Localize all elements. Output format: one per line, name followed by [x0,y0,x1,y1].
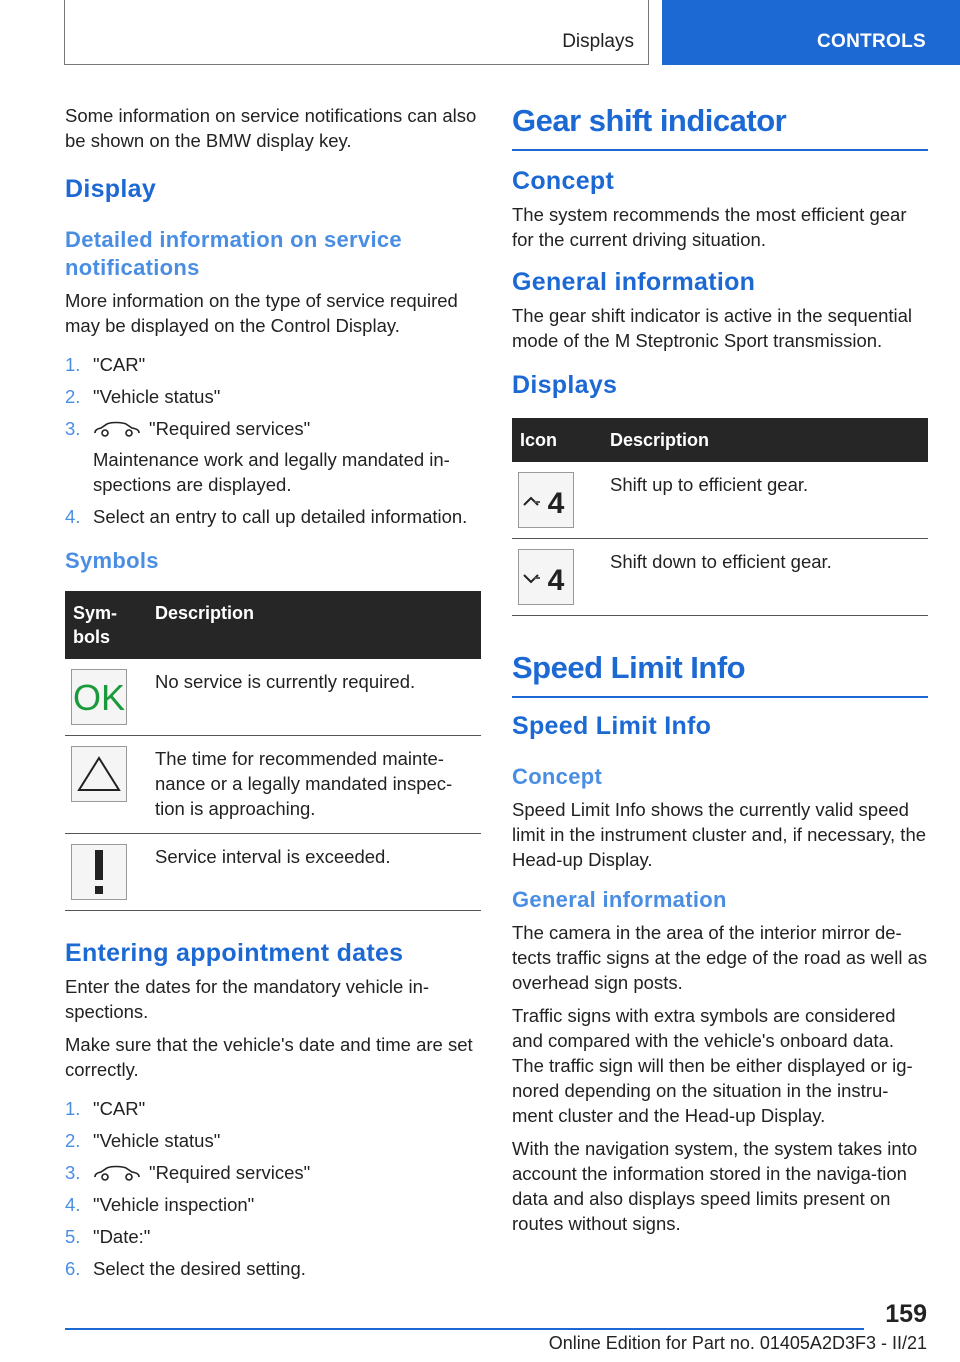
list-item: 2. "Vehicle status" [65,1130,221,1151]
header-section-box [64,0,649,65]
display-heading: Display [65,175,157,203]
table-row: Service interval is exceeded. [65,834,481,911]
detail-paragraph: More information on the type of service required may be displayed on the Control Display. [65,290,458,336]
list-item: 1. "CAR" [65,1098,146,1119]
table-row: 4 Shift down to efficient gear. [512,539,928,616]
symbols-table [65,591,481,911]
speed-limit-subheading: Speed Limit Info [512,712,712,740]
table-header-description: Description [602,418,928,462]
edition-note: Online Edition for Part no. 01405A2D3F3 - II/21 [548,1333,927,1353]
table-header-description: Description [147,591,481,659]
appointment-paragraph-2: Make sure that the vehicle's date and time are set correctly. [65,1034,473,1080]
list-item: 2. "Vehicle status" [65,386,221,407]
list-item: 4. "Vehicle inspection" [65,1194,255,1215]
general-info-heading: General information [512,268,756,296]
page-number: 159 [885,1300,927,1328]
gear-icon-table [512,418,928,616]
left-column [65,103,481,1289]
shift-down-4-icon [518,549,574,605]
list-item: 1. "CAR" [65,354,146,375]
appointment-paragraph-1: Enter the dates for the mandatory vehicle in-spections. [65,976,430,1022]
speed-general-heading: General information [512,887,727,912]
car-icon [93,1165,141,1181]
header-chapter-box [662,0,960,65]
svg-text:4: 4 [547,487,565,515]
speed-paragraph-3: With the navigation system, the system takes into account the information stored in the naviga-tion data and also displays speed limits present on routes without signs. [512,1138,918,1234]
concept-heading: Concept [512,167,615,195]
speed-paragraph-1: The camera in the area of the interior mirror de-tects traffic signs at the edge of the road as well as overhead sign posts. [512,922,928,993]
table-header-icon: Icon [512,418,602,462]
list-item: 4. Select an entry to call up detailed information. [65,506,468,527]
table-row: 4 Shift up to efficient gear. [512,462,928,539]
table-header-symbols: Sym-bols [65,591,147,659]
header-chapter-title: CONTROLS [816,31,926,52]
displays-heading: Displays [512,371,618,399]
svg-text:OK: OK [73,679,125,715]
warning-triangle-icon [71,746,127,802]
speed-paragraph-2: Traffic signs with extra symbols are considered and compared with the vehicle's onboard data. The traffic sign will then be either displayed or ig-nored depending on the situation in the instru-ment cluster and the Head-up Display. [512,1005,913,1126]
intro-paragraph: Some information on service notifications can also be shown on the BMW display key. [65,105,477,151]
speed-concept-heading: Concept [512,764,603,789]
list-item: 3. "Required services" [65,1162,311,1183]
appointment-heading: Entering appointment dates [65,939,404,967]
steps-list-service [65,352,481,529]
exclamation-icon [71,844,127,900]
right-column [512,103,928,1244]
list-item: 3. "Required services" Maintenance work and legally mandated in-spections are displayed. [65,418,450,495]
footer-divider [65,1328,864,1330]
detail-heading: Detailed information on service notifications [65,227,402,280]
car-icon [93,421,141,437]
steps-list-appointment [65,1096,481,1281]
gear-shift-title: Gear shift indicator [512,103,928,151]
speed-limit-title: Speed Limit Info [512,650,928,698]
list-item: 6. Select the desired setting. [65,1258,306,1279]
header-section-title: Displays [562,31,634,52]
svg-text:4: 4 [547,564,565,592]
table-row: The time for recommended mainte-nance or a legally mandated inspec-tion is approaching. [65,736,481,834]
shift-up-4-icon [518,472,574,528]
table-row: OK No service is currently required. [65,659,481,736]
concept-paragraph: The system recommends the most efficient gear for the current driving situation. [512,204,907,250]
ok-icon [71,669,127,725]
list-item: 5. "Date:" [65,1226,151,1247]
symbols-heading: Symbols [65,548,159,573]
speed-concept-paragraph: Speed Limit Info shows the currently valid speed limit in the instrument cluster and, if necessary, the Head-up Display. [512,799,927,870]
general-info-paragraph: The gear shift indicator is active in the sequential mode of the M Steptronic Sport transmission. [512,305,913,351]
